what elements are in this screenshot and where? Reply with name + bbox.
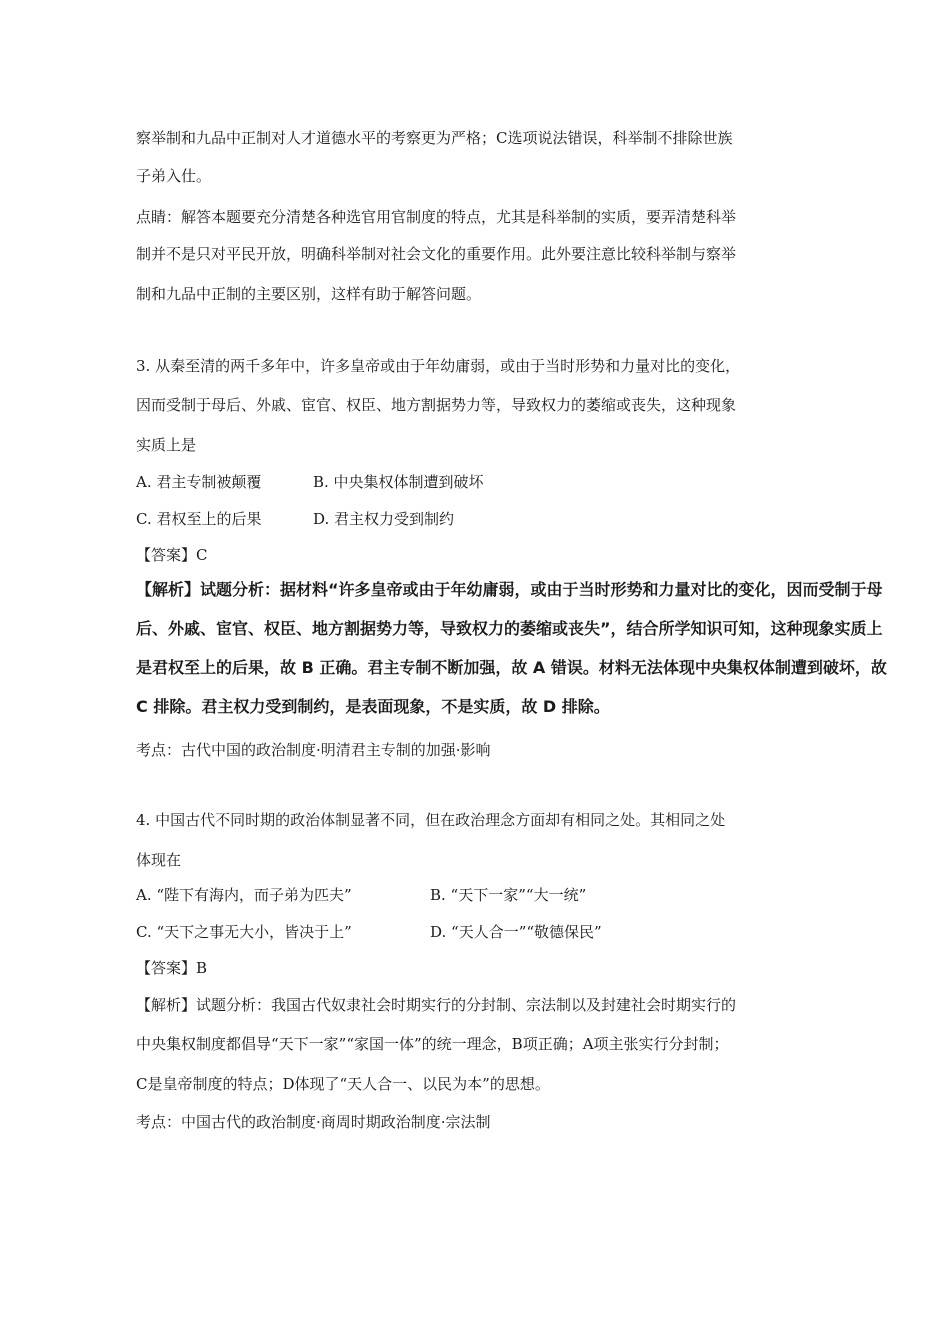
- q4-options-row-2: [136, 922, 836, 942]
- q3-kaodian: 考点：古代中国的政治制度·明清君主专制的加强·影响: [136, 741, 491, 759]
- q4-option-d: D. “天人合一”“敬德保民”: [430, 923, 602, 941]
- q4-analysis-line-2: 中央集权制度都倡导“天下一家”“家国一体”的统一理念，B项正确；A项主张实行分封制；: [136, 1035, 729, 1053]
- q4-stem-line-2: 体现在: [136, 851, 182, 869]
- q3-analysis-label: 【解析】: [136, 580, 201, 599]
- tip-line-2: 制并不是只对平民开放，明确科举制对社会文化的重要作用。此外要注意比较科举制与察举: [136, 245, 737, 263]
- q3-option-d: D. 君主权力受到制约: [313, 510, 455, 528]
- q4-answer: 【答案】B: [136, 959, 208, 977]
- q3-options-row-2: [136, 509, 736, 529]
- q3-analysis-line-3: 是君权至上的后果，故 B 正确。君主专制不断加强，故 A 错误。材料无法体现中央集权体制遭到破坏，故: [136, 658, 887, 677]
- q3-stem-line-1: 3. 从秦至清的两千多年中，许多皇帝或由于年幼庸弱，或由于当时形势和力量对比的变化，: [136, 357, 741, 375]
- q4-option-b: B. “天下一家”“大一统”: [430, 886, 587, 904]
- q4-analysis-line-3: C是皇帝制度的特点；D体现了“天人合一、以民为本”的思想。: [136, 1075, 550, 1093]
- q3-answer: 【答案】C: [136, 546, 208, 564]
- q3-analysis-line-1: [136, 580, 883, 600]
- q3-option-a: A. 君主专制被颠覆: [136, 473, 262, 491]
- q3-stem-line-2: 因而受制于母后、外戚、宦官、权臣、地方割据势力等，导致权力的萎缩或丧失，这种现象: [136, 396, 737, 414]
- q3-option-b: B. 中央集权体制遭到破坏: [313, 473, 484, 491]
- q4-stem-line-1: 4. 中国古代不同时期的政治体制显著不同，但在政治理念方面却有相同之处。其相同之处: [136, 811, 726, 829]
- continuation-line-2: 子弟入仕。: [136, 167, 212, 185]
- tip-line-3: 制和九品中正制的主要区别，这样有助于解答问题。: [136, 285, 482, 303]
- q4-options-row-1: [136, 885, 836, 905]
- q4-analysis-line-1: 【解析】试题分析：我国古代奴隶社会时期实行的分封制、宗法制以及封建社会时期实行的: [136, 996, 737, 1014]
- q3-analysis-text-1: 试题分析：据材料“许多皇帝或由于年幼庸弱，或由于当时形势和力量对比的变化，因而受制于母: [200, 580, 883, 599]
- q3-options-row-1: [136, 472, 736, 492]
- continuation-line-1: 察举制和九品中正制对人才道德水平的考察更为严格；C选项说法错误，科举制不排除世族: [136, 129, 733, 147]
- q4-kaodian: 考点：中国古代的政治制度·商周时期政治制度·宗法制: [136, 1113, 491, 1131]
- q3-analysis-line-2: 后、外戚、宦官、权臣、地方割据势力等，导致权力的萎缩或丧失”，结合所学知识可知，这种现象实质上: [136, 619, 883, 638]
- q4-option-a: A. “陛下有海内，而子弟为匹夫”: [136, 886, 352, 904]
- q3-option-c: C. 君权至上的后果: [136, 510, 262, 528]
- q3-stem-line-3: 实质上是: [136, 436, 197, 454]
- q4-option-c: C. “天下之事无大小，皆决于上”: [136, 923, 352, 941]
- q3-analysis-line-4: C 排除。君主权力受到制约，是表面现象，不是实质，故 D 排除。: [136, 697, 610, 716]
- tip-line-1: 点睛：解答本题要充分清楚各种选官用官制度的特点，尤其是科举制的实质，要弄清楚科举: [136, 208, 737, 226]
